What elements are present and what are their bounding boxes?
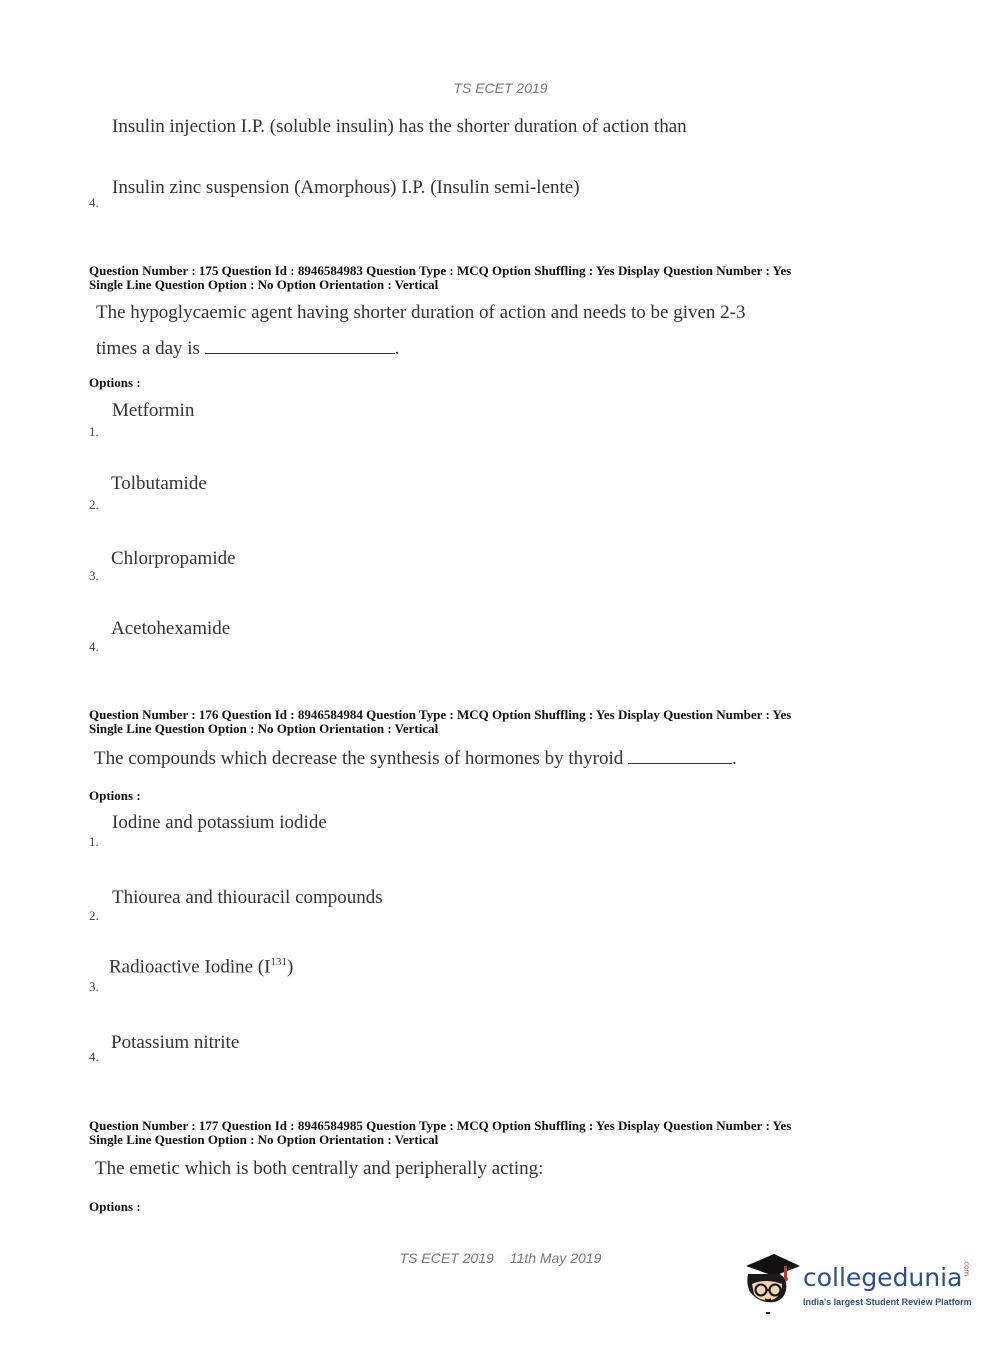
brand-name-text: collegedunia xyxy=(803,1263,963,1292)
q176-option-3-label: Radioactive Iodine (I xyxy=(109,956,271,978)
q176-option-2-text[interactable]: Thiourea and thiouracil compounds xyxy=(112,887,383,908)
q177-options-label: Options : xyxy=(89,1199,141,1214)
q175-option-2-text[interactable]: Tolbutamide xyxy=(111,473,207,494)
q176-option-3-close: ) xyxy=(286,956,294,978)
q175-options-label: Options : xyxy=(89,375,141,390)
prev-option-4-number: 4. xyxy=(89,195,99,210)
q177-question-text: The emetic which is both centrally and peripherally acting: xyxy=(95,1158,544,1179)
q176-question xyxy=(94,748,737,770)
q175-question-line2 xyxy=(96,338,399,360)
q175-option-1-text[interactable]: Metformin xyxy=(112,400,195,421)
q175-meta-line1: Question Number : 175 Question Id : 8946584983 Question Type : MCQ Option Shuffling : Yes Display Question Number : Yes xyxy=(89,263,792,278)
q177-meta-line1: Question Number : 177 Question Id : 8946584985 Question Type : MCQ Option Shuffling : Yes Display Question Number : Yes xyxy=(89,1118,792,1133)
prev-option-3-text: Insulin injection I.P. (soluble insulin) has the shorter duration of action than xyxy=(112,116,687,137)
prev-option-4-text: Insulin zinc suspension (Amorphous) I.P. (Insulin semi-lente) xyxy=(112,177,580,198)
q175-option-3-number: 3. xyxy=(89,568,99,583)
answer-blank xyxy=(628,749,732,764)
q175-option-1-number: 1. xyxy=(89,424,99,439)
q176-option-1-number: 1. xyxy=(89,834,99,849)
q176-question-end: . xyxy=(732,748,737,769)
brand-domain: .com xyxy=(962,1258,971,1276)
answer-blank xyxy=(205,339,395,354)
q175-question-line2-text: times a day is xyxy=(96,338,200,359)
brand-name xyxy=(803,1258,971,1292)
q176-option-4-text[interactable]: Potassium nitrite xyxy=(111,1032,240,1053)
brand-tagline: India's largest Student Review Platform xyxy=(803,1297,972,1307)
page-header-title: TS ECET 2019 xyxy=(453,80,548,96)
isotope-superscript: 131 xyxy=(270,956,287,968)
q176-option-2-number: 2. xyxy=(89,908,99,923)
q177-meta-line2: Single Line Question Option : No Option Orientation : Vertical xyxy=(89,1132,439,1147)
q176-option-4-number: 4. xyxy=(89,1049,99,1064)
q176-question-text: The compounds which decrease the synthesis of hormones by thyroid xyxy=(94,748,624,769)
q176-option-3-text[interactable] xyxy=(109,956,293,978)
q175-option-4-number: 4. xyxy=(89,639,99,654)
q176-options-label: Options : xyxy=(89,788,141,803)
q175-question-end: . xyxy=(394,338,400,359)
q176-option-1-text[interactable]: Iodine and potassium iodide xyxy=(112,812,327,833)
q175-meta-line2: Single Line Question Option : No Option Orientation : Vertical xyxy=(89,277,439,292)
mascot-logo-icon xyxy=(740,1248,802,1318)
footer-exam: TS ECET 2019 xyxy=(399,1250,494,1266)
q176-meta-line2: Single Line Question Option : No Option Orientation : Vertical xyxy=(89,721,439,736)
q175-question-line1: The hypoglycaemic agent having shorter duration of action and needs to be given 2-3 xyxy=(96,302,746,323)
q176-option-3-number: 3. xyxy=(89,979,99,994)
q175-option-3-text[interactable]: Chlorpropamide xyxy=(111,548,236,569)
q175-option-4-text[interactable]: Acetohexamide xyxy=(111,618,231,639)
q176-meta-line1: Question Number : 176 Question Id : 8946584984 Question Type : MCQ Option Shuffling : Yes Display Question Number : Yes xyxy=(89,707,792,722)
footer-date: 11th May 2019 xyxy=(509,1250,602,1266)
q175-option-2-number: 2. xyxy=(89,497,99,512)
